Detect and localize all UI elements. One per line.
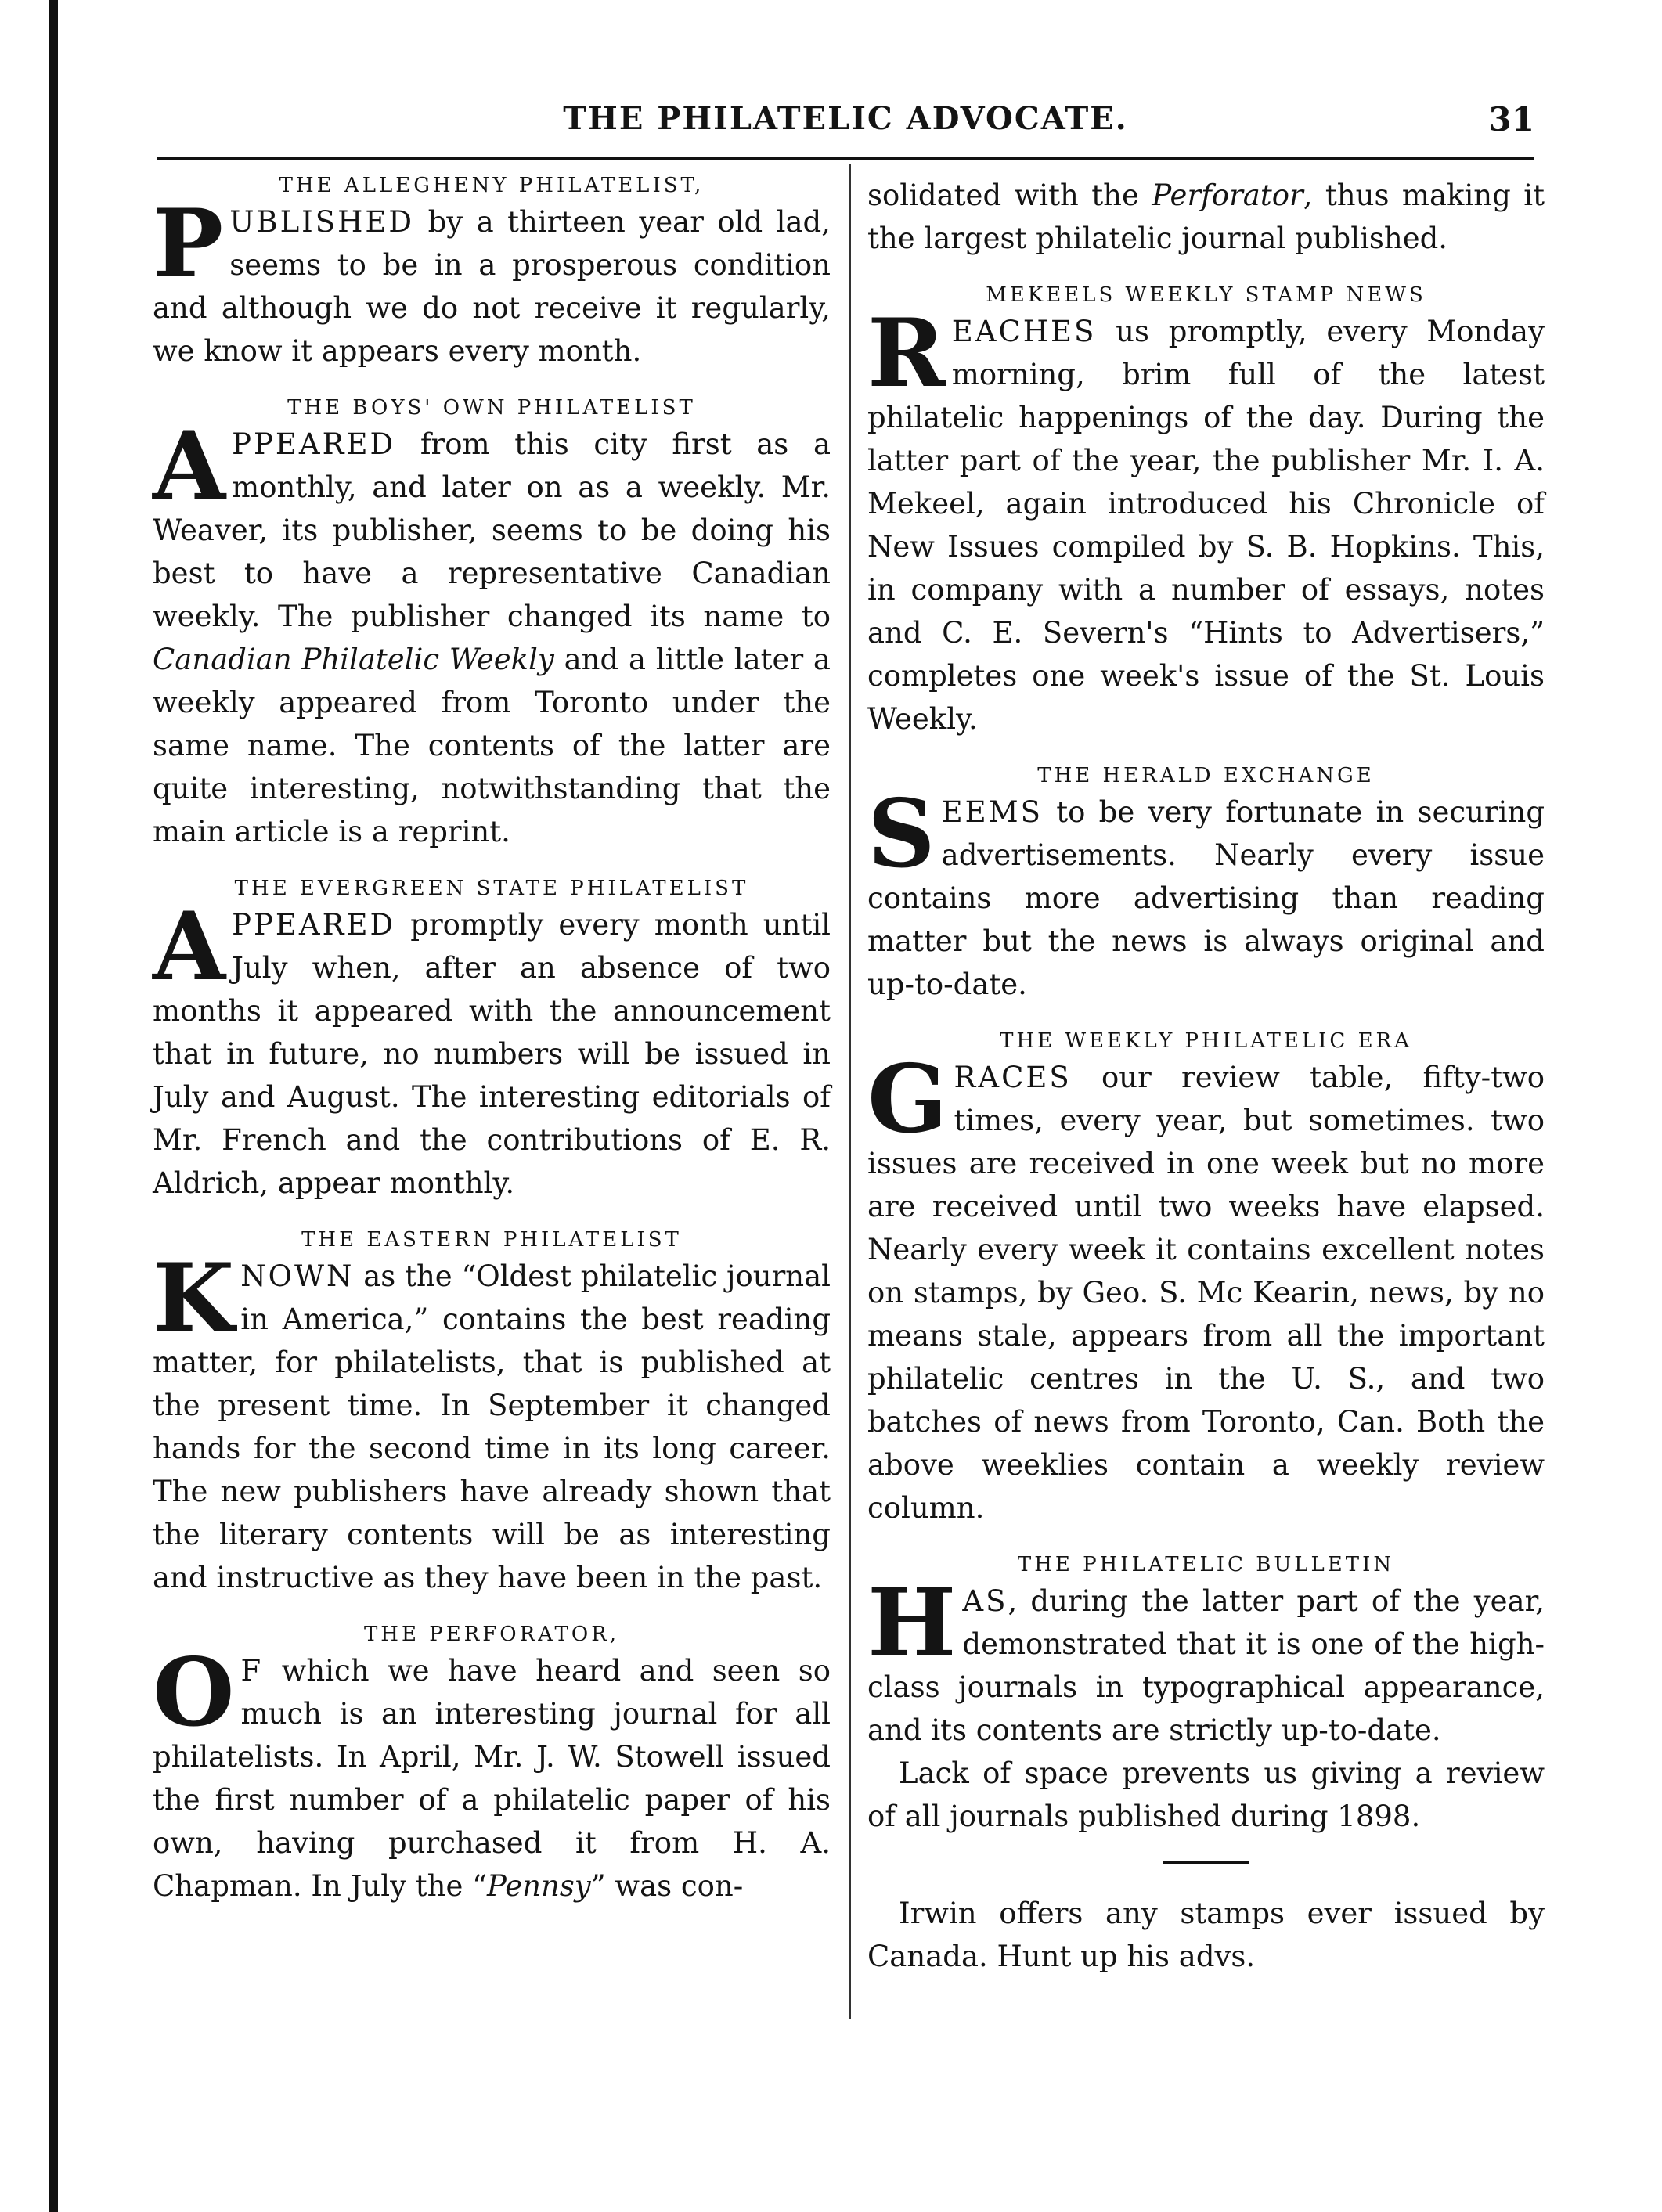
lead-word: EACHES [951, 315, 1097, 348]
review-text: promptly every month until July when, after an absence of two months it appeared with the announcement that in future, no numbers will be issued in July and August. The interesting editorials of Mr. French and the contributions of E. R. Aldrich, appear monthly. [153, 908, 831, 1200]
right-column [867, 174, 1545, 1978]
section-heading: THE EASTERN PHILATELIST [301, 1228, 682, 1252]
drop-cap: O [153, 1637, 235, 1748]
lack-of-space-note: Lack of space prevents us giving a review of all journals published during 1898. [867, 1756, 1545, 1833]
section-heading: THE BOYS' OWN PHILATELIST [287, 396, 696, 420]
review-allegheny-philatelist [153, 174, 831, 373]
section-separator [1163, 1861, 1249, 1864]
lead-word: AS [962, 1584, 1008, 1618]
lead-word: PPEARED [232, 908, 396, 942]
continuation-text: solidated with the [867, 178, 1152, 212]
review-mekeels-weekly-stamp-news [867, 283, 1545, 740]
drop-cap: A [153, 892, 226, 1002]
review-text: which we have heard and seen so much is an interesting journal for all philatelists. In April, Mr. J. W. Stowell issued the first number of a philatelic paper of his own, having purchased it from H. A. Chapman. In July the “ [153, 1654, 831, 1903]
drop-cap: H [867, 1568, 957, 1678]
review-paragraph [867, 779, 1545, 1006]
review-paragraph [153, 892, 831, 1205]
drop-cap: R [867, 298, 946, 409]
review-paragraph [867, 1044, 1545, 1529]
review-paragraph [153, 1637, 831, 1908]
lead-word: NOWN [240, 1259, 355, 1293]
review-text: us promptly, every Monday morning, brim full of the latest philatelic happenings of the day. During the latter part of the year, the publisher Mr. I. A. Mekeel, again introduced his Chronicle of New Issues compiled by S. B. Hopkins. This, in company with a number of essays, notes and C. E. Severn's “Hints to Advertisers,” completes one week's issue of the St. Louis Weekly. [867, 315, 1545, 736]
review-text: as the “Oldest philatelic journal in America,” contains the best reading matter, for philatelists, that is published at the present time. In September it changed hands for the second time in its long career. The new publishers have already shown that the literary contents will be as interesting and instructive as they have been in the past. [153, 1259, 831, 1594]
review-text: our review table, fifty-two times, every year, but sometimes. two issues are received in one week but no more are received until two weeks have elapsed. Nearly every week it contains excellent notes on stamps, by Geo. S. Mc Kearin, news, by no means stale, appears from all the important philatelic centres in the U. S., and two batches of news from Toronto, Can. Both the above weeklies contain a weekly review column. [867, 1061, 1545, 1525]
drop-cap: P [153, 189, 224, 299]
review-eastern-philatelist [153, 1228, 831, 1599]
italic-title: Perforator [1152, 178, 1303, 212]
drop-cap: K [153, 1243, 235, 1353]
header-rule [157, 157, 1534, 160]
italic-title: Pennsy [487, 1869, 591, 1903]
lead-word: F [240, 1654, 264, 1688]
review-paragraph [153, 189, 831, 373]
running-title: THE PHILATELIC ADVOCATE. [563, 100, 1128, 137]
section-heading: THE PHILATELIC BULLETIN [1017, 1553, 1395, 1576]
review-philatelic-bulletin [867, 1553, 1545, 1838]
review-paragraph [867, 174, 1545, 260]
page-header [157, 100, 1534, 155]
column-divider [849, 164, 851, 2019]
section-heading: THE EVERGREEN STATE PHILATELIST [234, 877, 749, 900]
drop-cap: G [867, 1044, 948, 1155]
lead-word: RACES [954, 1061, 1072, 1094]
review-paragraph [867, 1568, 1545, 1752]
continuation-paragraph [867, 174, 1545, 260]
irwin-advertisement: Irwin offers any stamps ever issued by Canada. Hunt up his advs. [867, 1897, 1545, 1973]
review-text-continued: ” was con- [590, 1869, 744, 1903]
review-text-continued: and a little later a weekly appeared from Toronto under the same name. The contents of the latter are quite interesting, notwithstanding that the main article is a reprint. [153, 643, 831, 848]
review-text: by a thirteen year old lad, seems to be in a prosperous condition and although we do not receive it regularly, we know it appears every month. [153, 205, 831, 368]
page-number: 31 [1488, 100, 1534, 139]
review-evergreen-state-philatelist [153, 877, 831, 1205]
review-weekly-philatelic-era [867, 1029, 1545, 1529]
review-text: , during the latter part of the year, demonstrated that it is one of the high-class journals in typographical appearance, and its contents are strictly up-to-date. [867, 1584, 1545, 1747]
lead-word: EEMS [941, 795, 1043, 829]
review-perforator [153, 1623, 831, 1908]
section-heading: THE WEEKLY PHILATELIC ERA [1000, 1029, 1412, 1053]
section-heading: THE HERALD EXCHANGE [1037, 764, 1375, 787]
continuation-text-end: , thus making it the largest philatelic journal published. [867, 178, 1545, 255]
lead-word: PPEARED [232, 427, 396, 461]
review-paragraph [867, 298, 1545, 740]
section-heading: MEKEELS WEEKLY STAMP NEWS [986, 283, 1426, 307]
left-column [153, 174, 831, 1931]
section-heading: THE PERFORATOR, [363, 1623, 620, 1646]
review-text: to be very fortunate in securing advertisements. Nearly every issue contains more advertising than reading matter but the news is always original and up-to-date. [867, 795, 1545, 1001]
drop-cap: S [867, 779, 936, 889]
drop-cap: A [153, 411, 226, 521]
review-boys-own-philatelist [153, 396, 831, 853]
review-paragraph [153, 411, 831, 853]
lead-word: UBLISHED [229, 205, 415, 239]
review-paragraph [153, 1243, 831, 1599]
binding-edge [49, 0, 58, 2212]
review-herald-exchange [867, 764, 1545, 1006]
section-heading: THE ALLEGHENY PHILATELIST, [279, 174, 705, 197]
review-text: from this city first as a monthly, and later on as a weekly. Mr. Weaver, its publisher, seems to be doing his best to have a representative Canadian weekly. The publisher changed its name to [153, 427, 831, 633]
italic-title: Canadian Philatelic Weekly [153, 643, 554, 676]
